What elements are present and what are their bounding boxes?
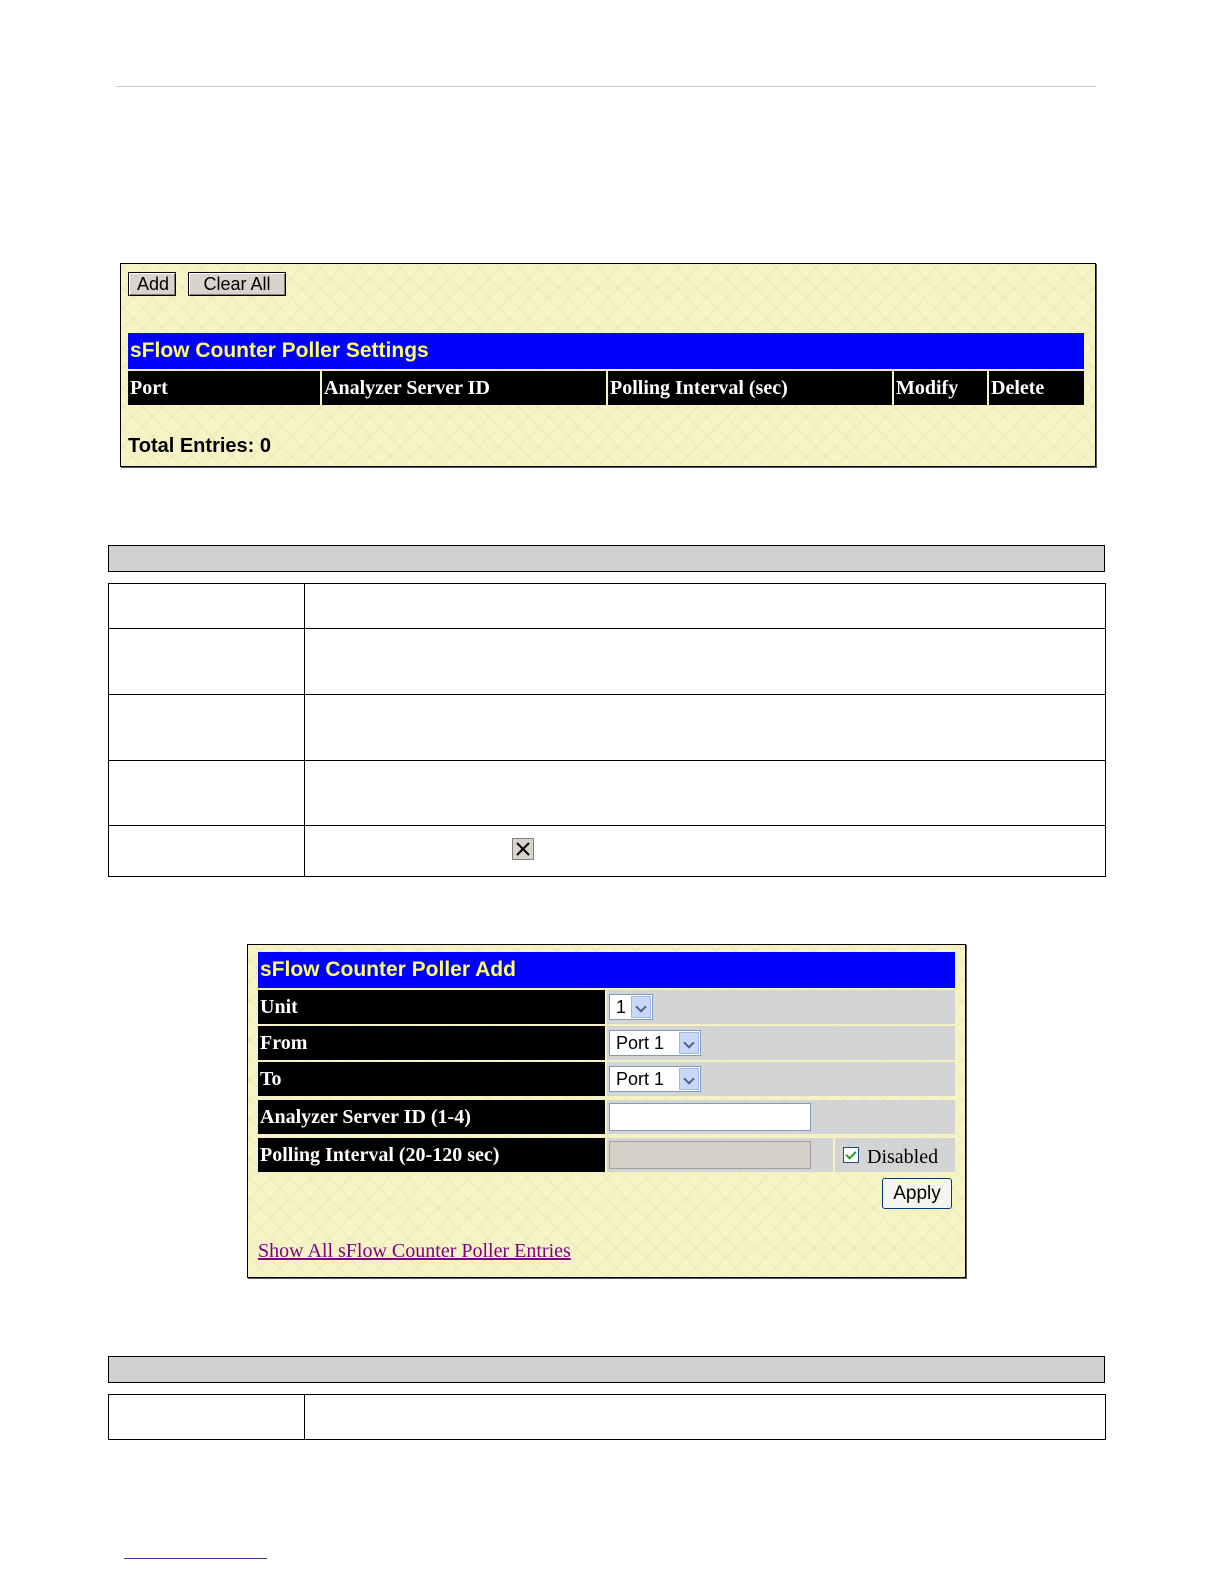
polling-label: Polling Interval (20-120 sec) <box>258 1138 605 1172</box>
add-title: sFlow Counter Poller Add <box>258 952 955 988</box>
from-selected: Port 1 <box>616 1033 665 1053</box>
unit-value-cell <box>605 990 955 1024</box>
disabled-cell <box>833 1138 955 1172</box>
col-port: Port <box>128 371 322 405</box>
table-cell <box>305 695 1106 761</box>
apply-button[interactable]: Apply <box>882 1178 952 1209</box>
table-cell <box>109 1395 305 1440</box>
to-value-cell <box>605 1062 955 1096</box>
from-row <box>258 1026 955 1060</box>
table-cell <box>305 1395 1106 1440</box>
unit-row <box>258 990 955 1024</box>
col-polling-interval: Polling Interval (sec) <box>608 371 894 405</box>
to-row <box>258 1062 955 1096</box>
table-cell <box>305 761 1106 826</box>
disabled-checkbox[interactable] <box>843 1147 859 1163</box>
polling-interval-input[interactable] <box>609 1141 811 1169</box>
description-table-header <box>108 545 1105 572</box>
table-cell <box>109 826 305 877</box>
polling-value-cell <box>605 1138 955 1172</box>
table-cell <box>109 629 305 695</box>
col-modify: Modify <box>894 371 989 405</box>
settings-title: sFlow Counter Poller Settings <box>128 333 1084 369</box>
table-cell <box>109 761 305 826</box>
polling-row <box>258 1138 955 1172</box>
analyzer-value-cell <box>605 1100 955 1134</box>
footer-link-underline <box>124 1558 267 1559</box>
settings-header-row <box>128 371 1084 405</box>
unit-selected: 1 <box>616 997 627 1017</box>
close-icon <box>512 838 534 860</box>
description-table <box>108 583 1106 877</box>
top-divider <box>116 86 1096 87</box>
to-select[interactable] <box>609 1066 701 1092</box>
clear-all-button[interactable]: Clear All <box>188 272 286 296</box>
table-cell <box>305 584 1106 629</box>
description-table-2 <box>108 1394 1106 1440</box>
description-table-2-header <box>108 1356 1105 1383</box>
table-cell <box>109 584 305 629</box>
table-cell <box>109 695 305 761</box>
analyzer-server-id-input[interactable] <box>609 1103 811 1131</box>
disabled-label: Disabled <box>867 1146 939 1168</box>
total-entries: Total Entries: 0 <box>128 435 271 457</box>
table-cell <box>305 826 1106 877</box>
chevron-down-icon <box>631 996 651 1018</box>
to-selected: Port 1 <box>616 1069 665 1089</box>
add-button[interactable]: Add <box>128 272 176 296</box>
from-value-cell <box>605 1026 955 1060</box>
analyzer-label: Analyzer Server ID (1-4) <box>258 1100 605 1134</box>
show-all-entries-link[interactable]: Show All sFlow Counter Poller Entries <box>258 1240 571 1262</box>
chevron-down-icon <box>679 1032 699 1054</box>
from-label: From <box>258 1026 605 1060</box>
analyzer-row <box>258 1100 955 1134</box>
table-cell <box>305 629 1106 695</box>
to-label: To <box>258 1062 605 1096</box>
chevron-down-icon <box>679 1068 699 1090</box>
col-analyzer-server-id: Analyzer Server ID <box>322 371 608 405</box>
col-delete: Delete <box>991 377 1045 399</box>
unit-select[interactable] <box>609 994 653 1020</box>
from-select[interactable] <box>609 1030 701 1056</box>
unit-label: Unit <box>258 990 605 1024</box>
